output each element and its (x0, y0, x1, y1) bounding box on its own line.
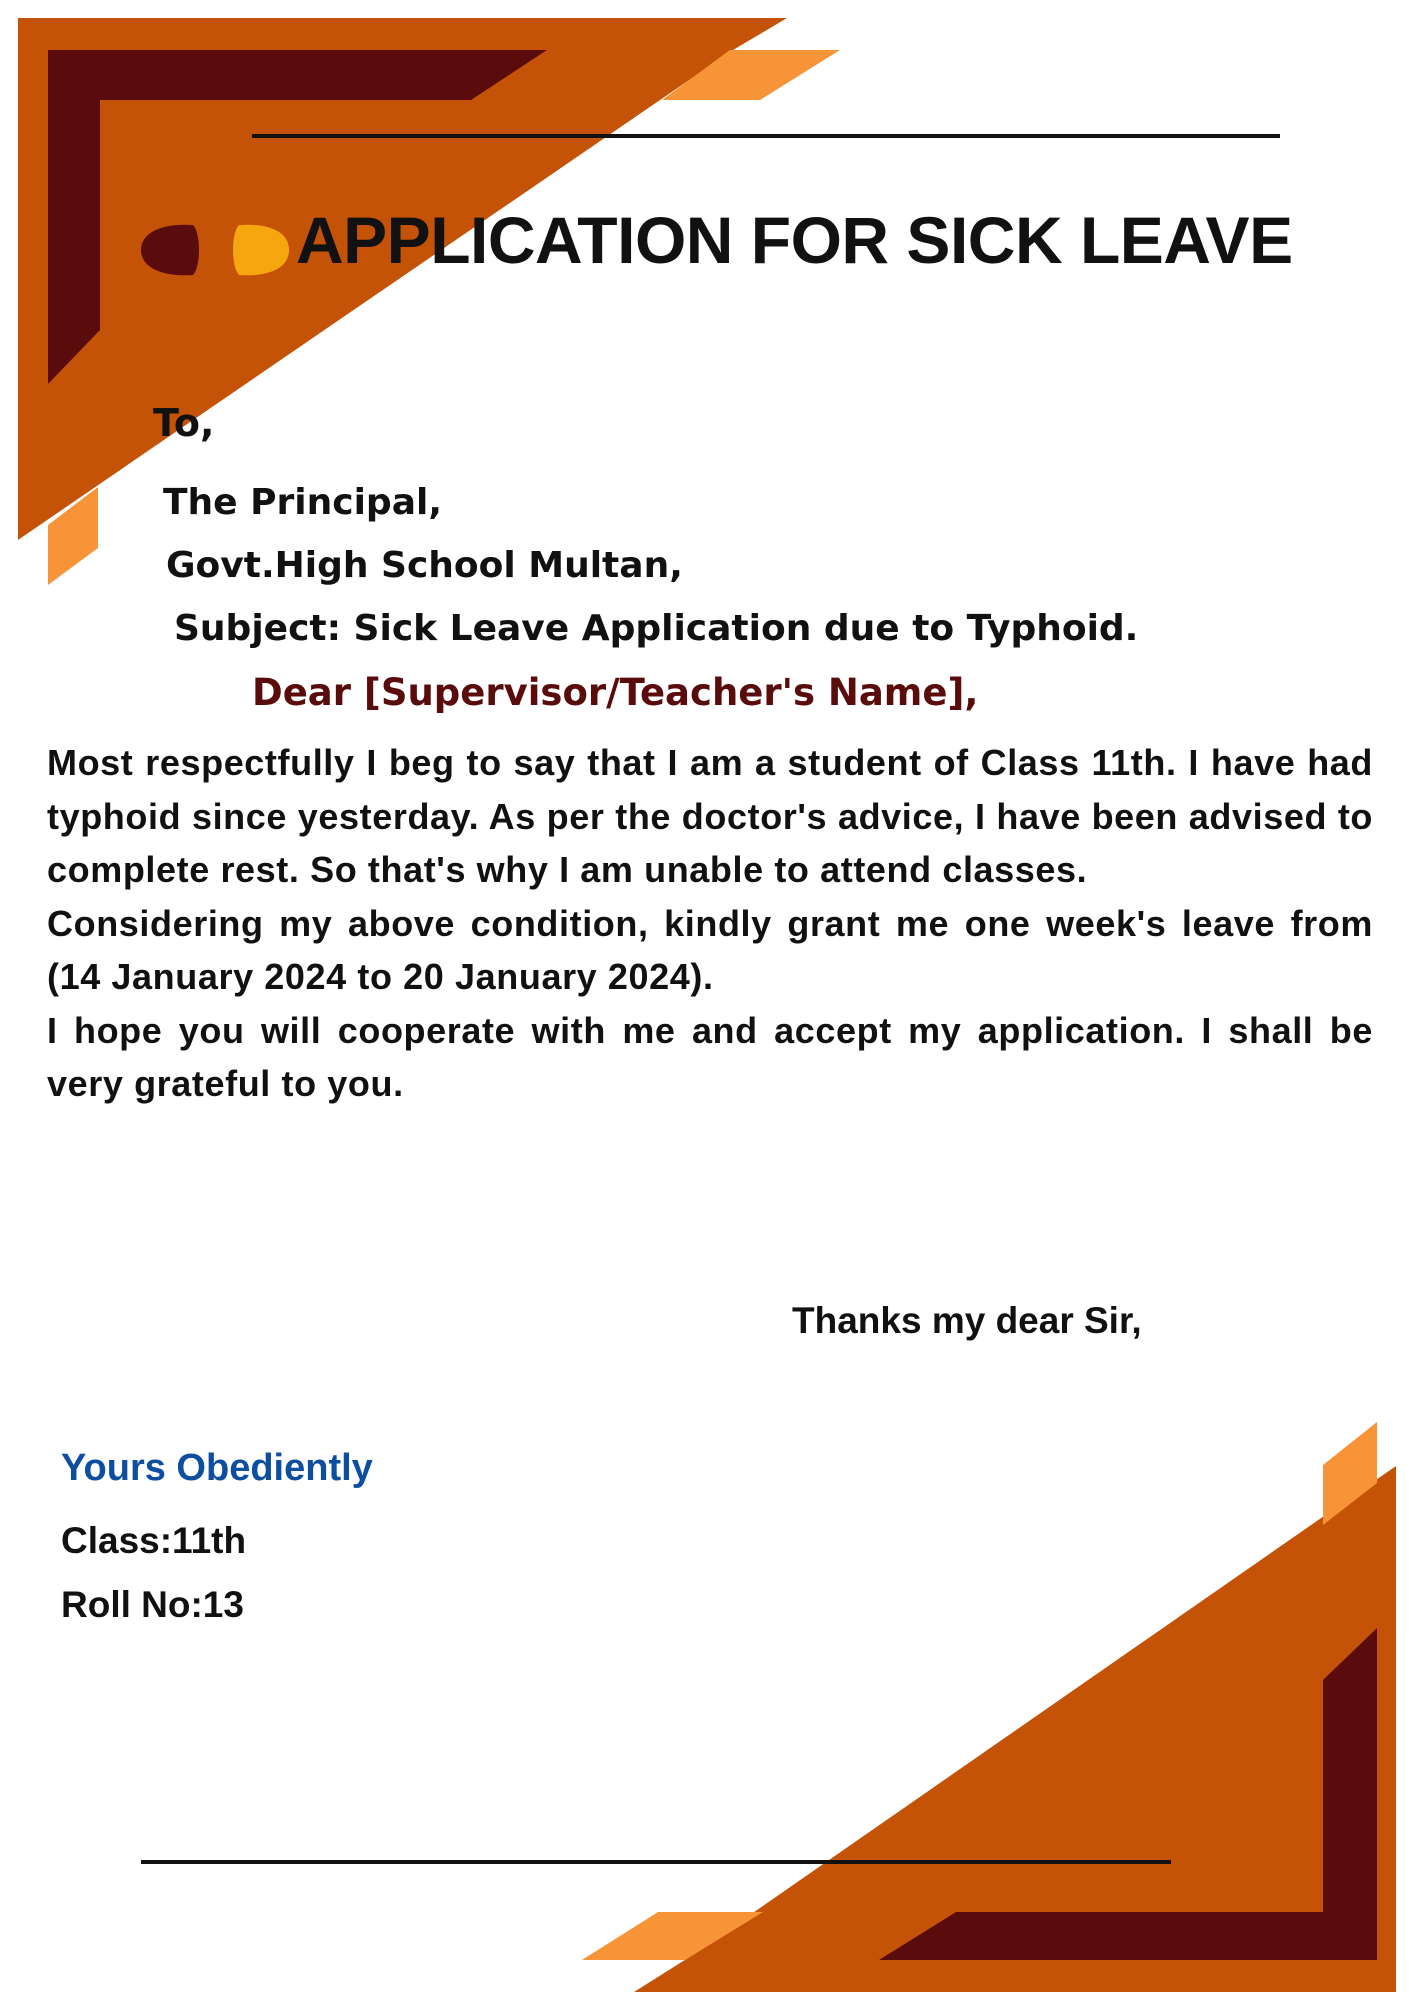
logo-right-lobe (233, 225, 289, 276)
logo-top-lobe (193, 183, 235, 250)
greeting: Dear [Supervisor/Teacher's Name], (252, 671, 979, 714)
page-title: APPLICATION FOR SICK LEAVE (296, 203, 1293, 277)
sign-off: Yours Obediently (61, 1447, 373, 1489)
logo-left-lobe (141, 225, 199, 276)
subject-line: Subject: Sick Leave Application due to Typhoid. (174, 608, 1139, 649)
body-paragraph-1: Most respectfully I beg to say that I am a student of Class 11th. I have had typhoid since yesterday. As per the doctor's advice, I have been advised to complete rest. So that's why I am unable to attend classes. (47, 742, 1373, 890)
body-paragraph-2: Considering my above condition, kindly grant me one week's leave from (14 January 2024 to 20 January 2024). (47, 902, 1373, 997)
address-to: To, (153, 401, 215, 445)
address-school: Govt.High School Multan, (166, 545, 683, 586)
student-class: Class:11th (61, 1520, 247, 1561)
letter-body (47, 736, 1373, 1111)
address-principal: The Principal, (163, 482, 442, 523)
body-paragraph-3: I hope you will cooperate with me and accept my application. I shall be very grateful to you. (47, 1009, 1373, 1104)
logo-bottom-lobe (193, 250, 235, 318)
student-roll-number: Roll No:13 (61, 1584, 244, 1625)
closing-line: Thanks my dear Sir, (792, 1300, 1142, 1341)
medical-cross-icon (141, 183, 289, 318)
top-divider (252, 134, 1280, 138)
bottom-divider (141, 1860, 1171, 1864)
